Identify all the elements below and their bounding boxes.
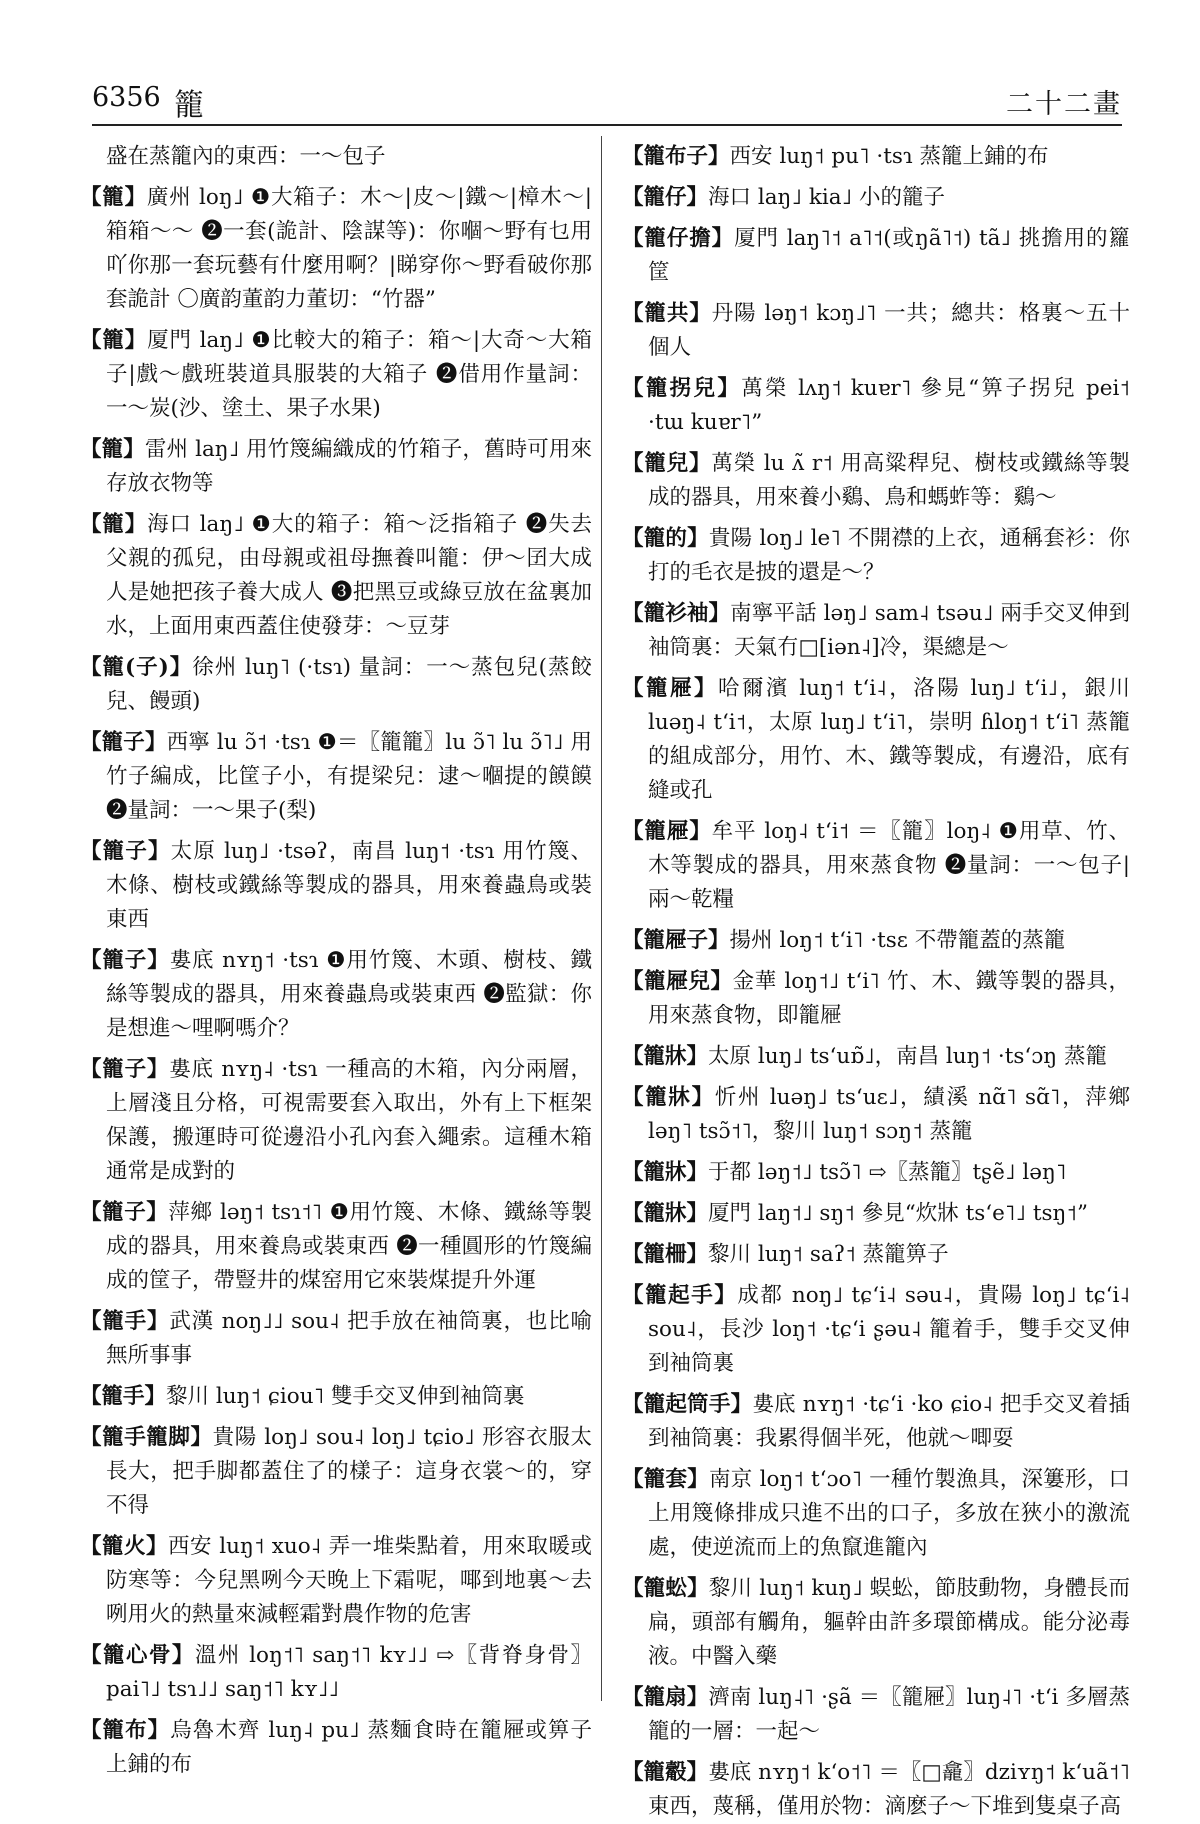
dictionary-entry: 【籠布子】西安 luŋ˦ pu˥ ·tsɿ 蒸籠上鋪的布 [622, 144, 1049, 169]
entry-headword: 【籠】 [80, 185, 147, 210]
dictionary-entry: 盛在蒸籠內的東西：一～包子 [106, 144, 386, 169]
entry-headword: 【籠子】 [80, 1057, 170, 1082]
stroke-section: 二十二畫 [1006, 89, 1122, 120]
entry-headword: 【籠】 [80, 328, 148, 353]
dictionary-entry: 【籠子】婁底 nʏŋ˦ ·tsɿ ❶用竹篾、木頭、樹枝、鐵絲等製成的器具，用來養蟲鳥或裝東西 ❷監獄：你是想進～哩啊嗎介？ [80, 948, 592, 1041]
right-column [622, 140, 1130, 1819]
dictionary-entry: 【籠屜兒】金華 loŋ˦˩ tʻi˥ 竹、木、鐵等製的器具，用來蒸食物，即籠屜 [622, 969, 1130, 1028]
dictionary-entry: 【籠的】貴陽 loŋ˩ le˥ 不開襟的上衣，通稱套衫：你打的毛衣是披的還是～？ [622, 526, 1130, 585]
dictionary-entry: 【籠】海口 laŋ˩ ❶大的箱子：箱～泛指箱子 ❷失去父親的孤兒，由母親或祖母撫養叫籠：伊～囝大成人是她把孩子養大成人 ❸把黑豆或綠豆放在盆裏加水，上面用東西蓋住使發芽：～豆芽 [80, 512, 592, 639]
dictionary-entry: 【籠手】武漢 noŋ˩˩ sou˨ 把手放在袖筒裏，也比喻無所事事 [80, 1309, 592, 1368]
dictionary-entry: 【籠子】西寧 lu ɔ̃˦ ·tsɿ ❶＝〖籠籠〗lu ɔ̃˥ lu ɔ̃˥˩ 用竹子編成，比筐子小，有提梁兒：逮～嗰提的饃饃 ❷量詞：一～果子(梨) [80, 730, 592, 823]
dictionary-entry: 【籠套】南京 loŋ˦ tʻɔo˥ 一種竹製漁具，深簍形，口上用篾條排成只進不出的口子，多放在狹小的激流處，使逆流而上的魚竄進籠內 [622, 1467, 1130, 1560]
dictionary-entry: 【籠屜】哈爾濱 luŋ˦ tʻi˨，洛陽 luŋ˩ tʻi˩，銀川 luəŋ˨ tʻi˦，太原 luŋ˩ tʻi˥，崇明 ɦloŋ˦ tʻi˥ 蒸籠的組成部分，用竹、木、鐵等製成，有邊沿，底有縫或孔 [622, 676, 1130, 803]
entry-headword: 【籠手籠脚】 [80, 1425, 213, 1450]
dictionary-entry: 【籠牀】忻州 luəŋ˩ tsʻuɛ˩，績溪 nɑ̃˥ sɑ̃˥，萍鄉 ləŋ˥ tsɔ̃˦˥，黎川 luŋ˦ sɔŋ˦ 蒸籠 [622, 1085, 1130, 1144]
dictionary-entry: 【籠子】太原 luŋ˩ ·tsəʔ，南昌 luŋ˦ ·tsɿ 用竹篾、木條、樹枝或鐵絲等製成的器具，用來養蟲鳥或裝東西 [80, 839, 592, 932]
entry-headword: 【籠牀】 [622, 1160, 709, 1185]
entry-headword: 【籠拐兒】 [622, 376, 742, 401]
dictionary-entry: 【籠柵】黎川 luŋ˦ saʔ˦ 蒸籠箅子 [622, 1242, 949, 1267]
entry-headword: 【籠起手】 [622, 1283, 738, 1308]
entry-headword: 【籠火】 [80, 1534, 168, 1559]
entry-headword: 【籠共】 [622, 301, 712, 326]
entry-headword: 【籠布】 [80, 1718, 171, 1743]
dictionary-entry: 【籠手籠脚】貴陽 loŋ˩ sou˨ loŋ˩ tɕio˩ 形容衣服太長大，把手脚都蓋住了的樣子：這身衣裳～的，穿不得 [80, 1425, 592, 1518]
entry-headword: 【籠手】 [80, 1384, 167, 1409]
entry-headword: 【籠蚣】 [622, 1576, 709, 1601]
dictionary-entry: 【籠蚣】黎川 luŋ˦ kuŋ˩ 蜈蚣，節肢動物，身體長而扁，頭部有觸角，軀幹由許多環節構成。能分泌毒液。中醫入藥 [622, 1576, 1130, 1669]
entry-headword: 【籠兒】 [622, 451, 712, 476]
page-header [92, 78, 1122, 126]
dictionary-entry: 【籠布】烏魯木齊 luŋ˨ pu˩ 蒸麵食時在籠屜或箅子上鋪的布 [80, 1718, 592, 1777]
dictionary-entry: 【籠拐兒】萬榮 lʌŋ˦ kuɐr˥ 參見“箅子拐兒 pei˦ ·tɯ kuɐr˥” [622, 376, 1130, 435]
dictionary-entry: 【籠牀】厦門 laŋ˦˩ sŋ˦ 參見“炊牀 tsʻe˥˩ tsŋ˦” [622, 1201, 1088, 1226]
dictionary-entry: 【籠子】萍鄉 ləŋ˦ tsɿ˦˥ ❶用竹篾、木條、鐵絲等製成的器具，用來養鳥或裝東西 ❷一種圓形的竹篾編成的筐子，帶豎井的煤窑用它來裝煤提升外運 [80, 1200, 592, 1293]
entry-headword: 【籠子】 [80, 948, 170, 973]
entry-headword: 【籠的】 [622, 526, 709, 551]
dictionary-entry: 【籠】厦門 laŋ˩ ❶比較大的箱子：箱～|大奇～大箱子|戲～戲班裝道具服裝的大箱子 ❷借用作量詞：一～炭(沙、塗土、果子水果) [80, 328, 592, 421]
entry-headword: 【籠屜】 [622, 676, 718, 701]
dictionary-entry: 【籠火】西安 luŋ˦ xuo˨ 弄一堆柴點着，用來取暖或防寒等：今兒黑咧今天晚上下霜呢，㖿到地裏～去咧用火的熱量來減輕霜對農作物的危害 [80, 1534, 592, 1627]
head-character: 籠 [174, 88, 204, 123]
dictionary-entry: 【籠衫袖】南寧平話 ləŋ˩ sam˨ tsəu˩ 兩手交叉伸到袖筒裏：天氣冇□[iən˨]冷，渠總是～ [622, 601, 1130, 660]
entry-headword: 【籠布子】 [622, 144, 730, 169]
dictionary-entry: 【籠心骨】溫州 loŋ˦˥ saŋ˦˥ kʏ˩˩ ⇨〖背脊身骨〗pai˥˩ tsɿ˩˩ saŋ˦˥ kʏ˩˩ [80, 1643, 592, 1702]
dictionary-entry: 【籠(子)】徐州 luŋ˥ (·tsɿ) 量詞：一～蒸包兒(蒸餃兒、饅頭) [80, 655, 592, 714]
page-number: 6356 [92, 82, 161, 113]
dictionary-entry: 【籠屜】牟平 loŋ˨ tʻi˦ ＝〖籠〗loŋ˨ ❶用草、竹、木等製成的器具，用來蒸食物 ❷量詞：一～包子|兩～乾糧 [622, 819, 1130, 912]
entry-headword: 【籠觳】 [622, 1760, 709, 1785]
dictionary-entry: 【籠扇】濟南 luŋ˨˥ ·ʂã ＝〖籠屜〗luŋ˨˥ ·tʻi 多層蒸籠的一層：一起～ [622, 1685, 1130, 1744]
dictionary-entry: 【籠牀】于都 ləŋ˦˩ tsɔ̃˥ ⇨〖蒸籠〗tʂẽ˩ ləŋ˥ [622, 1160, 1067, 1185]
dictionary-entry: 【籠兒】萬榮 lu ʌ̃ r˦ 用高粱稈兒、樹枝或鐵絲等製成的器具，用來養小鷄、鳥和螞蚱等：鷄～ [622, 451, 1130, 510]
dictionary-entry: 【籠屜子】揚州 loŋ˦ tʻi˥ ·tsɛ 不帶籠蓋的蒸籠 [622, 928, 1066, 953]
entry-headword: 【籠屜】 [622, 819, 712, 844]
entry-headword: 【籠牀】 [622, 1044, 709, 1069]
entry-headword: 【籠牀】 [622, 1085, 715, 1110]
entry-headword: 【籠牀】 [622, 1201, 709, 1226]
entry-headword: 【籠起筒手】 [622, 1392, 753, 1417]
dictionary-entry: 【籠仔】海口 laŋ˩ kia˩ 小的籠子 [622, 185, 945, 210]
dictionary-entry: 【籠觳】婁底 nʏŋ˦ kʻo˦˥ ＝〖□龕〗dziʏŋ˦ kʻuã˦˥ 東西，蔑稱，僅用於物：滴麽子～下堆到隻桌子高 [622, 1760, 1130, 1819]
dictionary-entry: 【籠手】黎川 luŋ˦ ɕiou˥ 雙手交叉伸到袖筒裏 [80, 1384, 525, 1409]
entry-headword: 【籠衫袖】 [622, 601, 731, 626]
entry-headword: 【籠子】 [80, 1200, 169, 1225]
entry-headword: 【籠仔】 [622, 185, 709, 210]
entry-headword: 【籠】 [80, 437, 145, 462]
entry-headword: 【籠仔擔】 [622, 226, 735, 251]
dictionary-entry: 【籠共】丹陽 ləŋ˦ kɔŋ˩˥ 一共；總共：格裏～五十個人 [622, 301, 1130, 360]
entry-headword: 【籠子】 [80, 730, 167, 755]
entry-headword: 【籠柵】 [622, 1242, 709, 1267]
left-column [80, 140, 592, 1777]
column-divider [601, 136, 602, 1701]
entry-headword: 【籠屜子】 [622, 928, 730, 953]
entry-headword: 【籠心骨】 [80, 1643, 195, 1668]
dictionary-entry: 【籠起手】成都 noŋ˩ tɕʻi˨ səu˨，貴陽 loŋ˩ tɕʻi˨ sou˨，長沙 loŋ˦ ·tɕʻi ʂəu˨ 籠着手，雙手交叉伸到袖筒裏 [622, 1283, 1130, 1376]
dictionary-entry: 【籠】雷州 laŋ˩ 用竹篾編織成的竹箱子，舊時可用來存放衣物等 [80, 437, 592, 496]
dictionary-entry: 【籠仔擔】厦門 laŋ˥˦ a˥˦(或ŋã˥˦) tã˩ 挑擔用的籮筐 [622, 226, 1130, 285]
entry-headword: 【籠手】 [80, 1309, 170, 1334]
entry-headword: 【籠套】 [622, 1467, 710, 1492]
entry-headword: 【籠扇】 [622, 1685, 709, 1710]
dictionary-entry: 【籠子】婁底 nʏŋ˨ ·tsɿ 一種高的木箱，內分兩層，上層淺且分格，可視需要套入取出，外有上下框架保護，搬運時可從邊沿小孔內套入繩索。這種木箱通常是成對的 [80, 1057, 592, 1184]
entry-headword: 【籠屜兒】 [622, 969, 733, 994]
entry-headword: 【籠子】 [80, 839, 171, 864]
entry-headword: 【籠】 [80, 512, 148, 537]
entry-headword: 【籠(子)】 [80, 655, 193, 680]
dictionary-entry: 【籠牀】太原 luŋ˩ tsʻuɒ̃˩，南昌 luŋ˦ ·tsʻɔŋ 蒸籠 [622, 1044, 1107, 1069]
dictionary-entry: 【籠起筒手】婁底 nʏŋ˦ ·tɕʻi ·ko ɕio˨ 把手交叉着插到袖筒裏：我累得個半死，他就～唧耍 [622, 1392, 1130, 1451]
dictionary-entry: 【籠】廣州 loŋ˩ ❶大箱子：木～|皮～|鐵～|樟木～|箱箱～～ ❷一套(詭計、陰謀等)：你嗰～野有乜用吖你那一套玩藝有什麼用啊？|睇穿你～野看破你那套詭計 〇廣韵董韵力董切：“竹器” [80, 185, 592, 312]
